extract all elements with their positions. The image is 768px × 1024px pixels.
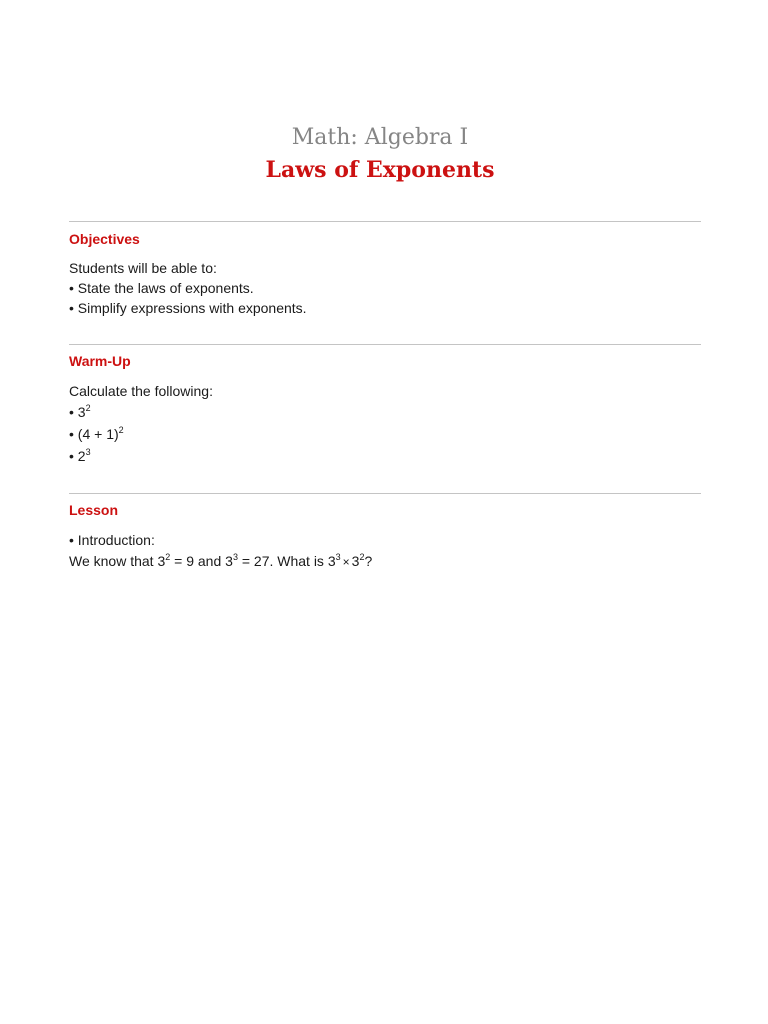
expression-base: 3 — [77, 404, 86, 420]
warmup-intro: Calculate the following: — [69, 383, 213, 399]
lesson-heading: Lesson — [69, 502, 119, 518]
bullet: • — [69, 404, 78, 420]
sentence-text: ? — [364, 553, 373, 569]
warmup-item — [69, 423, 699, 445]
sentence-text: = 9 and 3 — [170, 553, 233, 569]
objectives-body — [69, 258, 699, 318]
objective-item: • State the laws of exponents. — [69, 280, 254, 296]
sentence-text: = 27. What is 3 — [237, 553, 336, 569]
exponent: 3 — [232, 552, 238, 562]
bullet: • — [69, 448, 78, 464]
multiply-sign: × — [342, 555, 350, 569]
expression-exponent: 2 — [118, 425, 124, 435]
expression-base: (4 + 1) — [77, 426, 119, 442]
warmup-heading: Warm-Up — [69, 353, 131, 369]
exponent: 2 — [165, 552, 171, 562]
document-header — [0, 122, 760, 186]
sentence-text: We know that 3 — [69, 553, 166, 569]
lesson-intro: • Introduction: — [69, 532, 155, 548]
objectives-heading: Objectives — [69, 231, 140, 247]
objective-item: • Simplify expressions with exponents. — [69, 300, 307, 316]
expression-exponent: 2 — [85, 403, 91, 413]
objectives-intro: Students will be able to: — [69, 260, 217, 276]
warmup-item — [69, 445, 699, 467]
course-subject: Math: Algebra I — [291, 125, 469, 150]
expression-exponent: 3 — [85, 447, 91, 457]
lesson-title: Laws of Exponents — [265, 157, 495, 183]
bullet: • — [69, 426, 78, 442]
section-divider — [69, 221, 701, 222]
sentence-text: 3 — [351, 553, 360, 569]
lesson-body — [69, 530, 699, 572]
expression-base: 2 — [77, 448, 86, 464]
section-divider — [69, 493, 701, 494]
section-divider — [69, 344, 701, 345]
warmup-body — [69, 381, 699, 467]
exponent: 2 — [359, 552, 365, 562]
lesson-sentence — [69, 550, 699, 572]
exponent: 3 — [335, 552, 341, 562]
warmup-item — [69, 401, 699, 423]
